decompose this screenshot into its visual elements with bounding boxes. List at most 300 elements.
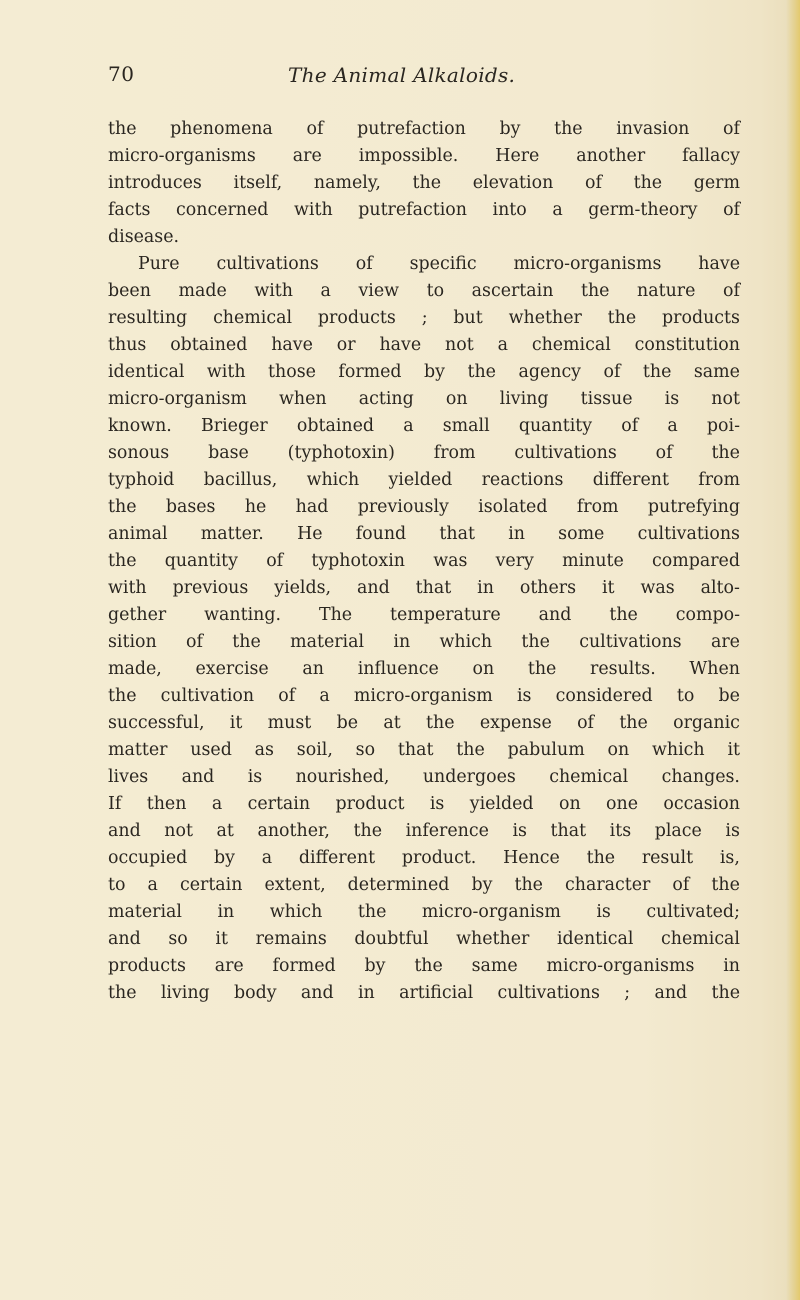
word: Here [495, 146, 540, 166]
word: by [214, 848, 236, 868]
word: have [698, 254, 740, 274]
word: be [336, 713, 359, 733]
word: of [584, 173, 602, 193]
word: was [640, 578, 675, 598]
word: certain [179, 875, 243, 895]
word: with [294, 200, 333, 220]
word: a [319, 686, 330, 706]
word: constitution [634, 335, 740, 355]
word: found [355, 524, 407, 544]
word: material [290, 632, 365, 652]
word: it [215, 929, 228, 949]
word: bases [165, 497, 216, 517]
text-line [108, 143, 740, 170]
word: yielded [388, 470, 453, 490]
text-line [108, 602, 740, 629]
word: products [662, 308, 740, 328]
word: result [641, 848, 694, 868]
word: obtained [170, 335, 248, 355]
word: from [576, 497, 619, 517]
word: concerned [176, 200, 269, 220]
word: view [358, 281, 400, 301]
text-line [108, 683, 740, 710]
word: certain [247, 794, 311, 814]
word: its [609, 821, 632, 841]
word: formed [338, 362, 402, 382]
word: gether [108, 605, 167, 625]
text-line [108, 629, 740, 656]
word: an [302, 659, 324, 679]
word: on [607, 740, 630, 760]
word: of [266, 551, 284, 571]
word: products [108, 956, 186, 976]
word: micro-organisms [546, 956, 695, 976]
word: nature [637, 281, 696, 301]
word: Brieger [201, 416, 268, 436]
word: small [442, 416, 490, 436]
word: that [439, 524, 475, 544]
word: remains [255, 929, 327, 949]
word: which [306, 470, 360, 490]
word: different [298, 848, 376, 868]
word: a [147, 875, 158, 895]
word: with [206, 362, 246, 382]
word: sonous [108, 443, 170, 463]
word: typhotoxin [311, 551, 405, 571]
page-edge [786, 0, 800, 1300]
word: of [672, 875, 690, 895]
text-line [108, 413, 740, 440]
word: of [655, 443, 673, 463]
text-line [108, 521, 740, 548]
word: the [353, 821, 382, 841]
text-line [108, 656, 740, 683]
word: acting [358, 389, 414, 409]
word: from [433, 443, 476, 463]
word: yielded [469, 794, 534, 814]
text-line [108, 467, 740, 494]
word: successful, [108, 713, 205, 733]
word: occasion [663, 794, 740, 814]
word: poi- [706, 416, 740, 436]
word: living [499, 389, 549, 409]
word: chemical [549, 767, 629, 787]
word: cultivations [216, 254, 319, 274]
word: on [558, 794, 581, 814]
word: cultivations [579, 632, 682, 652]
word: been [108, 281, 151, 301]
word: same [693, 362, 740, 382]
word: micro-organism [353, 686, 493, 706]
word: some [558, 524, 605, 544]
word: are [292, 146, 322, 166]
word: had [295, 497, 329, 517]
word: micro-organism [421, 902, 561, 922]
word: nourished, [295, 767, 390, 787]
word: to [676, 686, 695, 706]
word: must [267, 713, 312, 733]
word: animal [108, 524, 168, 544]
word: considered [555, 686, 653, 706]
word: product [335, 794, 405, 814]
word: exercise [195, 659, 269, 679]
text-line [108, 575, 740, 602]
word: previous [172, 578, 249, 598]
word: matter. [200, 524, 264, 544]
word: temperature [390, 605, 501, 625]
word: of [577, 713, 594, 733]
text-line [108, 494, 740, 521]
word: character [565, 875, 651, 895]
text-line [108, 116, 740, 143]
word: of [723, 119, 740, 139]
word: into [492, 200, 527, 220]
word: specific [409, 254, 477, 274]
text-line [108, 872, 740, 899]
word: it [601, 578, 615, 598]
word: a [320, 281, 331, 301]
word: are [214, 956, 244, 976]
word: is [664, 389, 680, 409]
word: is [247, 767, 263, 787]
word: isolated [478, 497, 548, 517]
word: elevation [472, 173, 554, 193]
word: the [467, 362, 496, 382]
word: to [108, 875, 126, 895]
text-line [108, 845, 740, 872]
word: cultivations [637, 524, 740, 544]
word: at [216, 821, 234, 841]
word: on [472, 659, 495, 679]
page-number: 70 [108, 62, 135, 86]
word: pabulum [507, 740, 585, 760]
word: cultivations [497, 983, 600, 1003]
word: with [108, 578, 147, 598]
word: very [495, 551, 534, 571]
word: The [319, 605, 353, 625]
word: compared [652, 551, 740, 571]
word: and [300, 983, 334, 1003]
word: results. [590, 659, 656, 679]
word: the [232, 632, 261, 652]
body-text [108, 116, 740, 1007]
word: (typhotoxin) [287, 443, 395, 463]
word: Hence [503, 848, 560, 868]
word: products [317, 308, 396, 328]
word: fallacy [682, 146, 740, 166]
text-line [108, 548, 740, 575]
word: is [596, 902, 611, 922]
word: wanting. [204, 605, 282, 625]
text-line [108, 332, 740, 359]
word: undergoes [422, 767, 516, 787]
running-head: The Animal Alkaloids. [288, 63, 516, 87]
word: of [306, 119, 324, 139]
word: base [208, 443, 249, 463]
word: the [521, 632, 550, 652]
text-line [108, 980, 740, 1007]
word: the [554, 119, 583, 139]
word: not [445, 335, 474, 355]
word: soil, [296, 740, 333, 760]
word: resulting [108, 308, 188, 328]
word: another, [257, 821, 330, 841]
word: which [652, 740, 705, 760]
word: have [379, 335, 422, 355]
word: is [725, 821, 740, 841]
word: agency [518, 362, 582, 382]
word: facts [108, 200, 151, 220]
text-line [108, 926, 740, 953]
word: chemical [661, 929, 740, 949]
word: whether [456, 929, 530, 949]
text-line [108, 359, 740, 386]
text-line [108, 197, 740, 224]
word: the [580, 281, 610, 301]
word: introduces [108, 173, 202, 193]
text-line [108, 899, 740, 926]
word: cultivation [160, 686, 255, 706]
word: formed [272, 956, 336, 976]
word: that [397, 740, 434, 760]
word: and [654, 983, 688, 1003]
word: living [160, 983, 210, 1003]
word: the [711, 983, 740, 1003]
word: compo- [675, 605, 740, 625]
word: yields, [274, 578, 332, 598]
word: of [621, 416, 639, 436]
word: the [108, 983, 137, 1003]
word: putrefaction [358, 200, 467, 220]
word: a [211, 794, 223, 814]
word: the [357, 902, 387, 922]
word: the [586, 848, 616, 868]
word: which [269, 902, 323, 922]
word: Pure [138, 254, 180, 274]
word: identical [108, 362, 185, 382]
word: When [689, 659, 740, 679]
word: cultivated; [646, 902, 740, 922]
word: minute [562, 551, 624, 571]
word: in [217, 902, 235, 922]
word: of [186, 632, 203, 652]
word: ; [421, 308, 428, 328]
word: is, [719, 848, 740, 868]
word: so [168, 929, 188, 949]
word: the [108, 497, 137, 517]
word: obtained [296, 416, 375, 436]
word: and [357, 578, 390, 598]
text-line: disease. [108, 227, 180, 247]
word: matter [108, 740, 168, 760]
word: one [606, 794, 639, 814]
word: He [297, 524, 323, 544]
word: by [499, 119, 521, 139]
word: a [667, 416, 678, 436]
word: itself, [233, 173, 283, 193]
word: made [178, 281, 227, 301]
word: be [718, 686, 740, 706]
word: used [190, 740, 232, 760]
word: determined [347, 875, 450, 895]
word: micro-organisms [108, 146, 256, 166]
word: the [108, 551, 137, 571]
word: tissue [580, 389, 633, 409]
word: when [279, 389, 327, 409]
word: germ [693, 173, 740, 193]
word: a [497, 335, 508, 355]
text-line [108, 791, 740, 818]
word: If [108, 794, 122, 814]
word: and [108, 821, 141, 841]
word: place [654, 821, 702, 841]
word: a [403, 416, 414, 436]
word: changes. [661, 767, 740, 787]
word: of [355, 254, 373, 274]
word: quantity [164, 551, 238, 571]
word: in [723, 956, 740, 976]
word: the [414, 956, 443, 976]
word: lives [108, 767, 149, 787]
word: the [108, 686, 137, 706]
word: is [429, 794, 445, 814]
word: ; [624, 983, 631, 1003]
word: occupied [108, 848, 188, 868]
word: bacillus, [203, 470, 278, 490]
word: material [108, 902, 182, 922]
word: that [550, 821, 587, 841]
word: and [181, 767, 215, 787]
word: impossible. [358, 146, 459, 166]
word: namely, [313, 173, 381, 193]
word: of [722, 281, 740, 301]
word: typhoid [108, 470, 175, 490]
word: by [424, 362, 445, 382]
word: the [642, 362, 672, 382]
word: the [633, 173, 663, 193]
word: in [508, 524, 525, 544]
word: those [268, 362, 316, 382]
word: others [519, 578, 577, 598]
word: putrefaction [357, 119, 466, 139]
word: same [471, 956, 518, 976]
text-line [108, 818, 740, 845]
word: germ-theory [588, 200, 698, 220]
word: chemical [531, 335, 611, 355]
word: with [254, 281, 293, 301]
word: organic [673, 713, 740, 733]
word: by [364, 956, 386, 976]
word: not [711, 389, 740, 409]
word: product. [401, 848, 477, 868]
text-line [108, 278, 740, 305]
word: then [146, 794, 187, 814]
word: not [164, 821, 193, 841]
text-line [108, 710, 740, 737]
word: the [412, 173, 442, 193]
word: inference [405, 821, 489, 841]
text-line [108, 170, 740, 197]
word: the [619, 713, 648, 733]
word: different [592, 470, 669, 490]
text-line [108, 440, 740, 467]
word: body [234, 983, 277, 1003]
word: to [426, 281, 445, 301]
word: artificial [399, 983, 474, 1003]
word: from [698, 470, 740, 490]
word: so [355, 740, 376, 760]
word: the [711, 875, 740, 895]
word: and [538, 605, 572, 625]
word: in [357, 983, 375, 1003]
word: is [512, 821, 527, 841]
word: it [727, 740, 740, 760]
word: at [383, 713, 401, 733]
word: whether [508, 308, 582, 328]
word: as [254, 740, 274, 760]
word: the [527, 659, 557, 679]
word: putrefying [647, 497, 740, 517]
word: that [415, 578, 452, 598]
word: chemical [213, 308, 293, 328]
word: alto- [700, 578, 740, 598]
word: previously [357, 497, 449, 517]
word: micro-organisms [513, 254, 662, 274]
word: is [516, 686, 532, 706]
word: phenomena [170, 119, 273, 139]
word: influence [357, 659, 439, 679]
word: thus [108, 335, 147, 355]
word: he [244, 497, 267, 517]
word: invasion [616, 119, 690, 139]
word: on [445, 389, 468, 409]
word: the [607, 308, 637, 328]
word: the [456, 740, 485, 760]
word: identical [556, 929, 634, 949]
word: it [229, 713, 243, 733]
word: ascertain [471, 281, 554, 301]
word: a [552, 200, 563, 220]
word: the [609, 605, 638, 625]
word: micro-organism [108, 389, 247, 409]
text-line [108, 251, 740, 278]
word: another [576, 146, 646, 166]
word: made, [108, 659, 162, 679]
word: the [108, 119, 137, 139]
page-header [108, 62, 728, 92]
text-line [108, 764, 740, 791]
word: was [433, 551, 468, 571]
word: by [471, 875, 493, 895]
word: known. [108, 416, 172, 436]
text-line [108, 305, 740, 332]
text-line [108, 953, 740, 980]
word: extent, [264, 875, 326, 895]
word: of [723, 200, 740, 220]
word: which [439, 632, 493, 652]
word: and [108, 929, 141, 949]
word: in [477, 578, 494, 598]
word: doubtful [354, 929, 429, 949]
word: the [711, 443, 740, 463]
word: cultivations [514, 443, 617, 463]
word: the [426, 713, 455, 733]
word: are [710, 632, 740, 652]
text-line [108, 737, 740, 764]
word: but [453, 308, 483, 328]
word: sition [108, 632, 157, 652]
text-line [108, 386, 740, 413]
